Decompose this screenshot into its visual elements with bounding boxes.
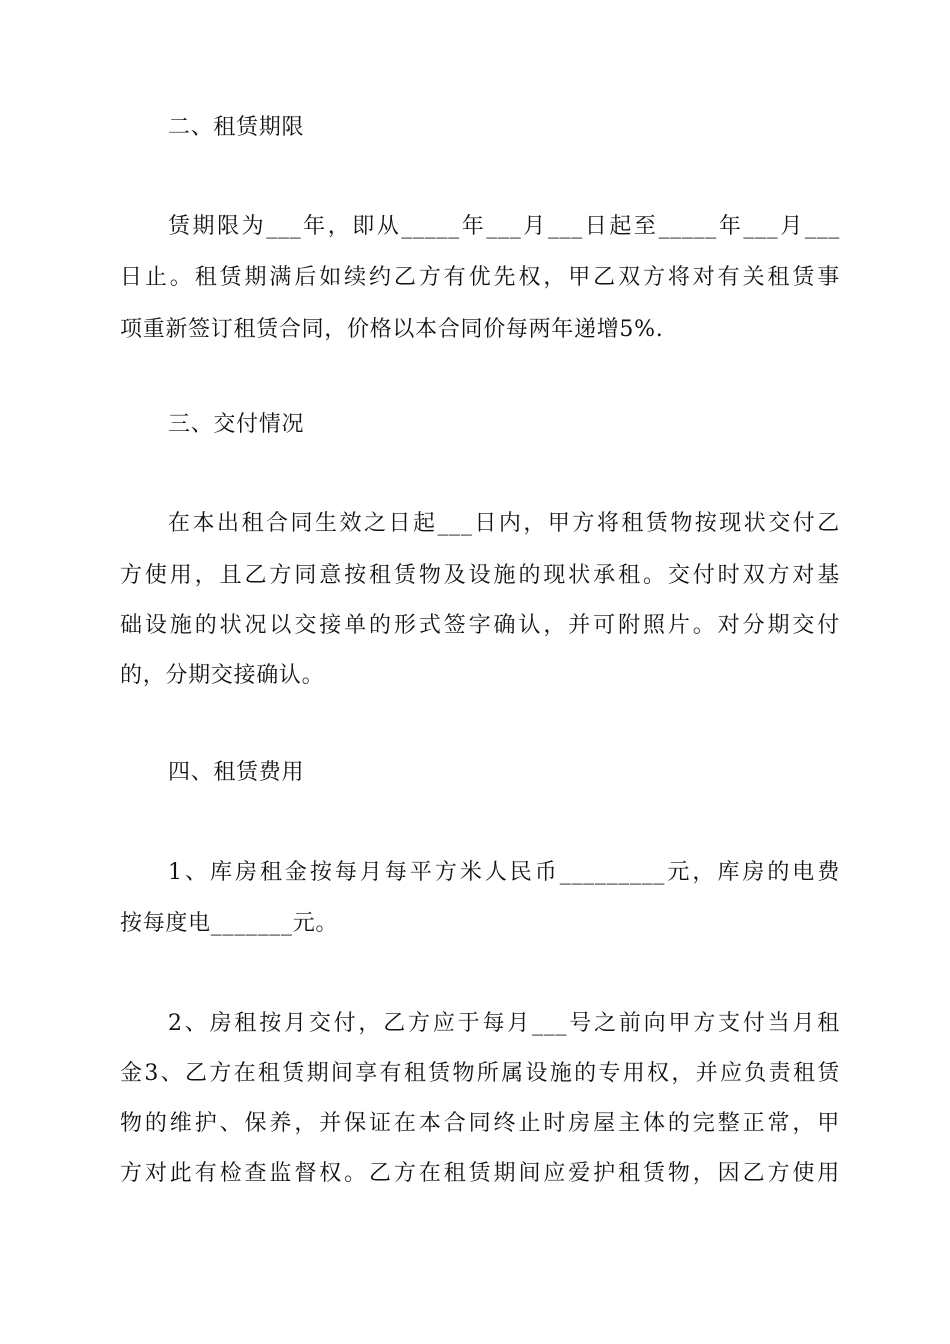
paragraph-line: 础设施的状况以交接单的形式签字确认，并可附照片。对分期交付 [120,613,840,638]
section-heading-fees: 四、租赁费用 [168,760,305,785]
paragraph-line: 赁期限为___年，即从_____年___月___日起至_____年___月___ [168,214,840,239]
section-heading-delivery: 三、交付情况 [168,412,305,437]
paragraph-line: 金3、乙方在租赁期间享有租赁物所属设施的专用权，并应负责租赁 [120,1061,840,1086]
paragraph-line: 按每度电_______元。 [120,911,339,936]
section-heading-lease-term: 二、租赁期限 [168,115,305,140]
paragraph-line: 日止。租赁期满后如续约乙方有优先权，甲乙双方将对有关租赁事 [120,265,840,290]
paragraph-line: 2、房租按月交付，乙方应于每月___号之前向甲方支付当月租 [168,1011,840,1036]
paragraph-line: 1、库房租金按每月每平方米人民币_________元，库房的电费 [168,860,840,885]
paragraph-line: 方对此有检查监督权。乙方在租赁期间应爱护租赁物，因乙方使用 [120,1161,840,1186]
paragraph-line: 方使用，且乙方同意按租赁物及设施的现状承租。交付时双方对基 [120,563,840,588]
paragraph-line: 的，分期交接确认。 [120,663,325,688]
paragraph-line: 在本出租合同生效之日起___日内，甲方将租赁物按现状交付乙 [168,511,840,536]
paragraph-line: 物的维护、保养，并保证在本合同终止时房屋主体的完整正常，甲 [120,1111,840,1136]
paragraph-line: 项重新签订租赁合同，价格以本合同价每两年递增5%. [120,317,664,342]
